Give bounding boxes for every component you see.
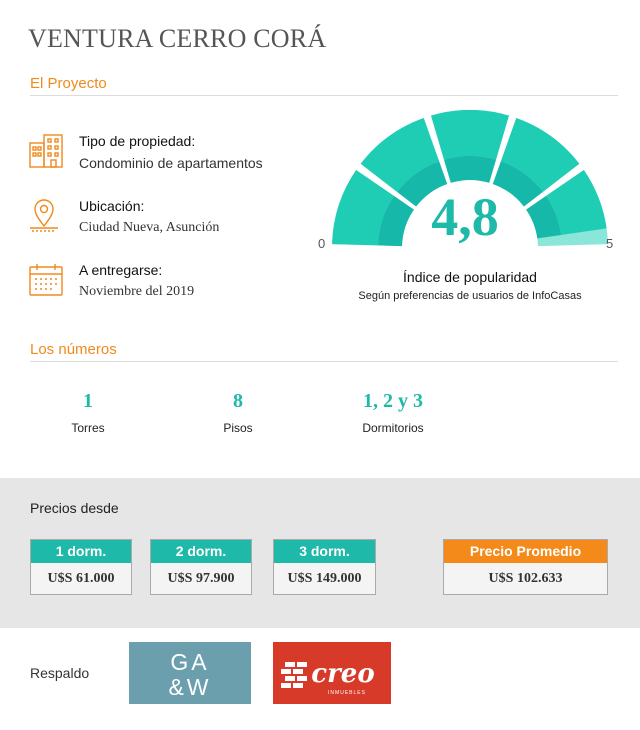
price-card-2-dorm — [150, 539, 252, 595]
location-label: Ubicación: — [79, 198, 145, 214]
creo-logo-sub: INMUEBLES — [328, 690, 366, 696]
stat-towers-label: Torres — [71, 421, 105, 435]
location-value: Ciudad Nueva, Asunción — [79, 220, 220, 235]
stat-bedrooms-label: Dormitorios — [362, 421, 424, 435]
property-type-value: Condominio de apartamentos — [79, 155, 263, 171]
creo-logo-text: creo — [311, 659, 375, 689]
gaw-logo-line2: &W — [168, 674, 212, 700]
property-type-row — [28, 133, 328, 177]
gauge-max-label: 5 — [606, 236, 614, 251]
prices-section — [0, 478, 640, 628]
section-divider — [30, 361, 618, 362]
price-card-average — [443, 539, 608, 595]
stat-towers — [28, 390, 148, 435]
stat-floors-value: 8 — [233, 390, 243, 412]
gauge-min-label: 0 — [318, 236, 326, 251]
location-row — [28, 198, 328, 242]
popularity-score: 4,8 — [431, 187, 499, 247]
stat-bedrooms-value: 1, 2 y 3 — [363, 390, 423, 412]
price-card-3-dorm — [273, 539, 376, 595]
price-card-value: U$S 149.000 — [287, 571, 362, 586]
stat-towers-value: 1 — [83, 390, 93, 412]
delivery-label: A entregarse: — [79, 262, 163, 278]
stat-bedrooms — [333, 390, 453, 435]
calendar-icon — [28, 262, 64, 298]
backing-label: Respaldo — [30, 665, 90, 681]
price-card-1-dorm — [30, 539, 132, 595]
brick-icon — [281, 662, 307, 688]
stat-floors — [178, 390, 298, 435]
price-card-label: 3 dorm. — [274, 540, 375, 563]
section-title-project: El Proyecto — [30, 75, 107, 92]
gaw-logo-mark — [129, 642, 251, 704]
creo-logo[interactable] — [273, 642, 391, 704]
price-card-label: 2 dorm. — [151, 540, 251, 563]
price-card-label: 1 dorm. — [31, 540, 131, 563]
property-type-label: Tipo de propiedad: — [79, 133, 196, 149]
gaw-logo-line1: GA — [170, 649, 210, 675]
building-icon — [28, 133, 64, 169]
page-title: VENTURA CERRO CORÁ — [28, 24, 327, 53]
price-card-value: U$S 61.000 — [47, 571, 115, 586]
creo-logo-mark — [273, 642, 391, 704]
delivery-value: Noviembre del 2019 — [79, 284, 195, 299]
prices-title: Precios desde — [30, 500, 119, 516]
popularity-subcaption: Según preferencias de usuarios de InfoCasas — [358, 290, 582, 302]
popularity-caption: Índice de popularidad — [403, 269, 537, 285]
delivery-row — [28, 262, 328, 306]
section-divider — [30, 95, 618, 96]
gaw-logo[interactable] — [129, 642, 251, 704]
map-pin-icon — [28, 198, 64, 234]
stat-floors-label: Pisos — [223, 421, 253, 435]
price-card-value: U$S 97.900 — [167, 571, 235, 586]
price-average-value: U$S 102.633 — [488, 571, 563, 586]
section-title-numbers: Los números — [30, 341, 117, 358]
price-average-label: Precio Promedio — [444, 540, 607, 563]
